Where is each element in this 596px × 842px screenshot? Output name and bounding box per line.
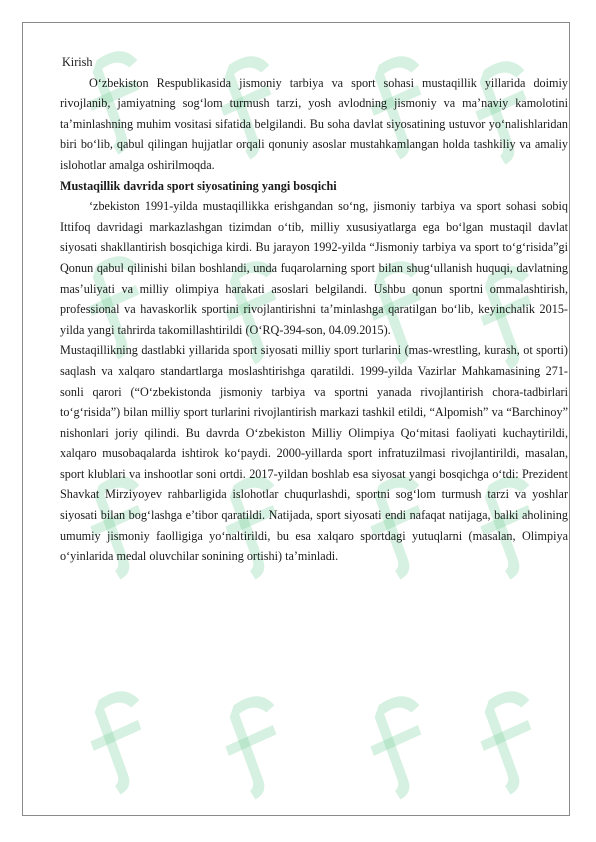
body-paragraph-1: ‘zbekiston 1991-yilda mustaqillikka erishgandan so‘ng, jismoniy tarbiya va sport sohasi sobiq Ittifoq davridagi markazlashgan tizimdan o‘tib, milliy xususiyatlarga ega bo‘lgan mustaqil davlat siyosati shakllantirish bosqichiga kirdi. Bu jarayon 1992-yilda “Jismoniy tarbiya va sport to‘g‘risida”gi Qonun qabul qilinishi bilan boshlandi, unda fuqarolarning sport bilan shug‘ullanish huquqi, davlatning mas’uliyati va milliy olimpiya harakati asoslari belgilandi. Ushbu qonun sportni ommalashtirish, professional va havaskorlik sportini rivojlantirishni ta’minlashga qaratilgan bo‘lib, keyinchalik 2015-yilda yangi tahrirda takomillashtirildi (O‘RQ-394-son, 04.09.2015). — [60, 199, 568, 337]
document-body — [60, 52, 568, 567]
intro-heading: Kirish — [62, 55, 93, 69]
body-paragraph-2: Mustaqillikning dastlabki yillarida sport siyosati milliy sport turlarini (mas-wrestling, kurash, ot sporti) saqlash va xalqaro standartlarga moslashtirishga qaratildi. 1999-yilda Vazirlar Mahkamasining 271-sonli qarori (“O‘zbekistonda jismoniy tarbiya va sportni yanada rivojlantirish chora-tadbirlari to‘g‘risida”) bilan milliy sport turlarini rivojlantirish markazi tashkil etildi, “Alpomish” va “Barchinoy” nishonlari joriy qilindi. Bu davrda O‘zbekiston Milliy Olimpiya Qo‘mitasi faoliyati kuchaytirildi, xalqaro musobaqalarda ishtirok ko‘paydi. 2000-yillarda sport infratuzilmasi rivojlantirildi, masalan, sport klublari va inshootlar soni ortdi. 2017-yildan boshlab esa siyosat yangi bosqichga o‘tdi: Prezident Shavkat Mirziyoyev rahbarligida islohotlar chuqurlashdi, sportni sog‘lom turmush tarzi va yoshlar siyosati bilan bog‘lashga e’tibor qaratildi. Natijada, sport siyosati endi nafaqat natijaga, balki aholining umumiy jismoniy faolligiga yo‘naltirildi, bu esa xalqaro sportdagi yutuqlarni (masalan, Olimpiya o‘yinlarida medal oluvchilar sonining ortishi) ta’minladi. — [60, 343, 568, 564]
intro-paragraph: O‘zbekiston Respublikasida jismoniy tarbiya va sport sohasi mustaqillik yillarida doimiy rivojlanib, jamiyatning sog‘lom turmush tarzi, yosh avlodning jismoniy va ma’naviy kamolotini ta’minlashning muhim vositasi sifatida belgilandi. Bu soha davlat siyosatining ustuvor yo‘nalishlaridan biri bo‘lib, qabul qilingan hujjatlar orqali qonuniy asoslar mustahkamlangan holda tashkiliy va amaliy islohotlar amalga oshirilmoqda. — [60, 75, 568, 172]
section-heading: Mustaqillik davrida sport siyosatining yangi bosqichi — [60, 178, 337, 193]
